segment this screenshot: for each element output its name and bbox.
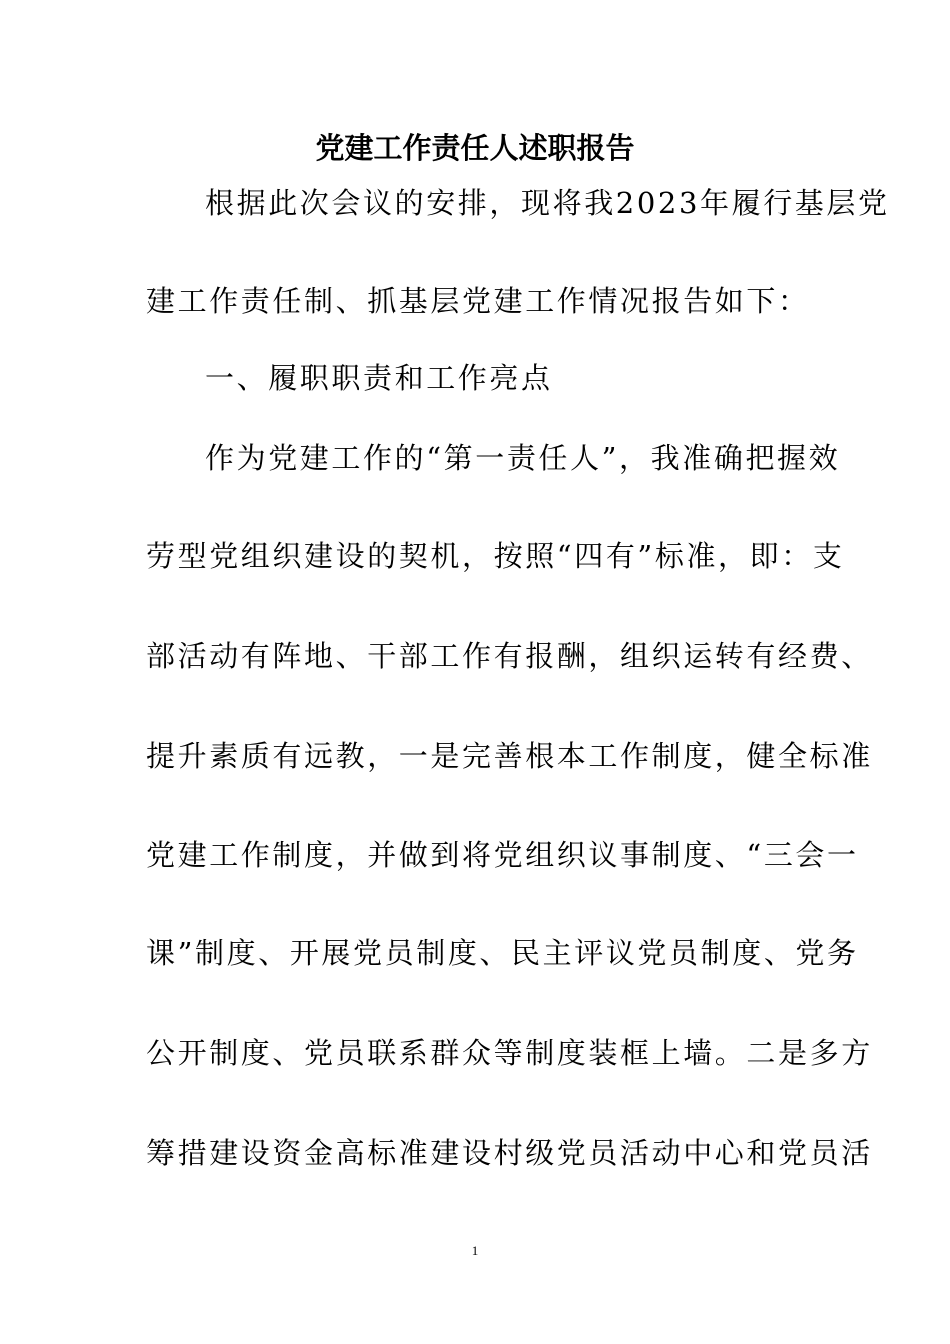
- paragraph-line: 建工作责任制、抓基层党建工作情况报告如下：: [146, 284, 810, 318]
- paragraph-line: 作为党建工作的“第一责任人”，我准确把握效: [205, 441, 841, 475]
- paragraph-line: 部活动有阵地、干部工作有报酬，组织运转有经费、: [146, 639, 873, 673]
- paragraph-line: 课”制度、开展党员制度、民主评议党员制度、党务: [146, 936, 859, 970]
- paragraph-line: 党建工作制度，并做到将党组织议事制度、“三会一: [146, 838, 859, 872]
- document-title: 党建工作责任人述职报告: [315, 131, 635, 165]
- section-heading: 一、履职职责和工作亮点: [205, 361, 553, 395]
- paragraph-line: 公开制度、党员联系群众等制度装框上墙。二是多方: [146, 1036, 873, 1070]
- paragraph-line: 提升素质有远教，一是完善根本工作制度，健全标准: [146, 739, 873, 773]
- page-number: 1: [471, 1243, 479, 1258]
- paragraph-line: 根据此次会议的安排，现将我2023年履行基层党: [205, 186, 890, 220]
- paragraph-line: 筹措建设资金高标准建设村级党员活动中心和党员活: [146, 1136, 873, 1170]
- paragraph-line: 劳型党组织建设的契机，按照“四有”标准，即：支: [146, 539, 845, 573]
